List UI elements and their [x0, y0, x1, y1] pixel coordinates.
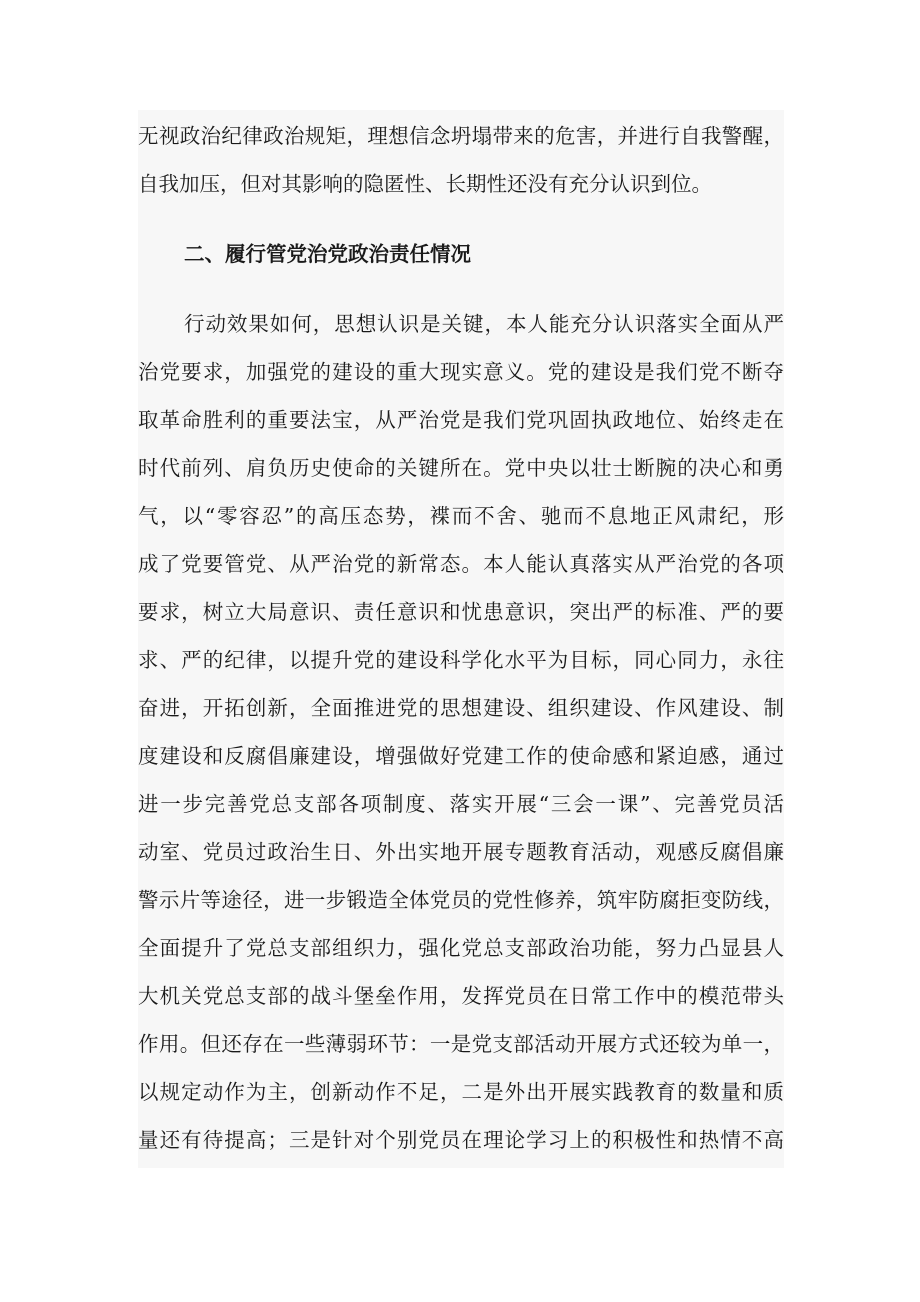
paragraph-2-line-4: 时代前列、肩负历史使命的关键所在。党中央以壮士断腕的决心和勇 — [138, 456, 784, 480]
paragraph-2-line-15: 大机关党总支部的战斗堡垒作用，发挥党员在日常工作中的模范带头 — [138, 984, 784, 1008]
paragraph-2-line-9: 奋进，开拓创新，全面推进党的思想建设、组织建设、作风建设、制 — [138, 696, 784, 720]
paragraph-1-line-2: 自我加压，但对其影响的隐匿性、长期性还没有充分认识到位。 — [138, 172, 712, 196]
paragraph-2-line-1: 行动效果如何，思想认识是关键，本人能充分认识落实全面从严 — [184, 312, 784, 336]
document-body — [138, 110, 784, 1168]
paragraph-2-line-7: 要求，树立大局意识、责任意识和忧患意识，突出严的标准、严的要 — [138, 600, 784, 624]
paragraph-2-line-12: 动室、党员过政治生日、外出实地开展专题教育活动，观感反腐倡廉 — [138, 840, 784, 864]
paragraph-2-line-14: 全面提升了党总支部组织力，强化党总支部政治功能，努力凸显县人 — [138, 936, 784, 960]
paragraph-2-line-3: 取革命胜利的重要法宝，从严治党是我们党巩固执政地位、始终走在 — [138, 408, 784, 432]
paragraph-2-line-5: 气，以“零容忍”的高压态势，褋而不舍、驰而不息地正风肃纪，形 — [138, 504, 784, 528]
paragraph-1-line-1: 无视政治纪律政治规矩，理想信念坍塌带来的危害，并进行自我警醒， — [138, 124, 784, 148]
paragraph-2-line-10: 度建设和反腐倡廉建设，增强做好党建工作的使命感和紧迫感，通过 — [138, 744, 784, 768]
paragraph-2-line-6: 成了党要管党、从严治党的新常态。本人能认真落实从严治党的各项 — [138, 552, 784, 576]
paragraph-2-line-17: 以规定动作为主，创新动作不足，二是外出开展实践教育的数量和质 — [138, 1080, 784, 1104]
paragraph-2-line-2: 治党要求，加强党的建设的重大现实意义。党的建设是我们党不断夺 — [138, 360, 784, 384]
paragraph-2-line-13: 警示片等途径，进一步锻造全体党员的党性修养，筑牢防腐拒变防线， — [138, 888, 784, 912]
paragraph-2-line-11: 进一步完善党总支部各项制度、落实开展“三会一课”、完善党员活 — [138, 792, 784, 816]
paragraph-2-line-8: 求、严的纪律，以提升党的建设科学化水平为目标，同心同力，永往 — [138, 648, 784, 672]
paragraph-2-line-16: 作用。但还存在一些薄弱环节：一是党支部活动开展方式还较为单一， — [138, 1032, 784, 1056]
section-heading: 二、履行管党治党政治责任情况 — [184, 242, 471, 266]
paragraph-2-line-18: 量还有待提高；三是针对个别党员在理论学习上的积极性和热情不高 — [138, 1128, 784, 1152]
